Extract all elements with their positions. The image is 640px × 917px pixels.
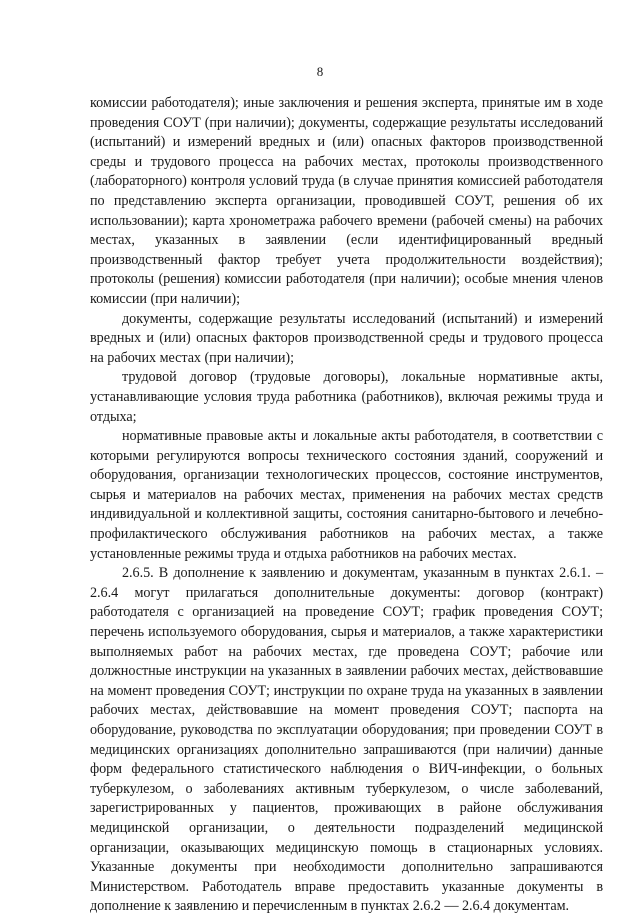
document-body xyxy=(90,94,603,917)
page-number: 8 xyxy=(316,64,324,79)
paragraph-labor-contract: трудовой договор (трудовые договоры), локальные нормативные акты, устанавливающие условия труда работника (работников), включая режимы труда и отдыха; xyxy=(90,369,603,425)
paragraph-research-documents: документы, содержащие результаты исследований (испытаний) и измерений вредных и (или) опасных факторов производственной среды и трудового процесса на рабочих местах (при наличии); xyxy=(90,310,603,366)
paragraph-normative-acts: нормативные правовые акты и локальные акты работодателя, в соответствии с которыми регулируются вопросы технического состояния зданий, сооружений и оборудования, организации технологических процессов, состояние инструментов, сырья и материалов на рабочих местах, применения на рабочих местах средств индивидуальной и коллективной защиты, состояния санитарно-бытового и лечебно-профилактического обслуживания работников на рабочих местах, а также установленные режимы труда и отдыха работников на рабочих местах. xyxy=(90,428,603,562)
paragraph-clause-2-6-5: 2.6.5. В дополнение к заявлению и документам, указанным в пунктах 2.6.1. – 2.6.4 могут прилагаться дополнительные документы: договор (контракт) работодателя с организацией на проведение СОУТ; график проведения СОУТ; перечень используемого оборудования, сырья и материалов, а также характеристики выполняемых работ на рабочих местах, где проведена СОУТ; рабочие или должностные инструкции на указанных в заявлении рабочих местах, действовавшие на момент проведения СОУТ; инструкции по охране труда на указанных в заявлении рабочих местах, действовавшие на момент проведения СОУТ; паспорта на оборудование, руководства по эксплуатации оборудования; при проведении СОУТ в медицинских организациях дополнительно запрашиваются (при наличии) данные форм федерального статистического наблюдения о ВИЧ-инфекции, о больных туберкулезом, о заболеваниях активным туберкулезом, о числе заболеваний, зарегистрированных у пациентов, проживающих в районе обслуживания медицинской организации, о деятельности подразделений медицинской организации, оказывающих медицинскую помощь в стационарных условиях. Указанные документы при необходимости дополнительно запрашиваются Министерством. Работодатель вправе предоставить указанные документы в дополнение к заявлению и перечисленным в пунктах 2.6.2 — 2.6.4 документам. xyxy=(90,565,603,915)
paragraph-continuation: комиссии работодателя); иные заключения и решения эксперта, принятые им в ходе проведения СОУТ (при наличии); документы, содержащие результаты исследований (испытаний) и измерений вредных и (или) опасных факторов производственной среды и трудового процесса на рабочих местах, протоколы производственного (лабораторного) контроля условий труда (в случае принятия комиссией работодателя по представлению эксперта организации, проводившей СОУТ, решения об их использовании); карта хронометража рабочего времени (рабочей смены) на рабочих местах, указанных в заявлении (если идентифицированный вредный производственный фактор требует учета продолжительности воздействия); протоколы (решения) комиссии работодателя (при наличии); особые мнения членов комиссии (при наличии); xyxy=(90,95,603,307)
